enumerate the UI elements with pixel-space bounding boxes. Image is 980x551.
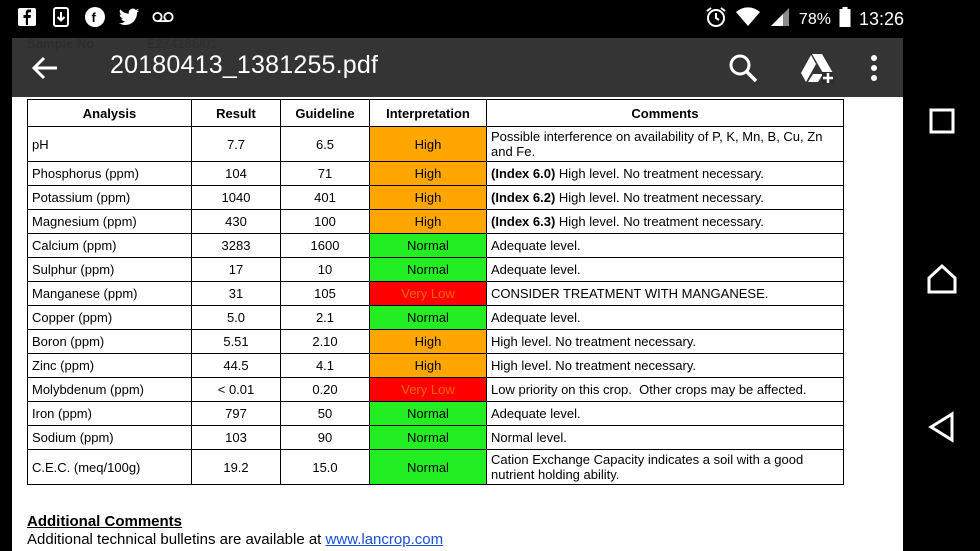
clock: 13:26 [858, 9, 904, 29]
interpretation-cell: Normal [370, 426, 487, 450]
guideline-cell: 6.5 [281, 127, 370, 162]
result-cell: 44.5 [192, 354, 281, 378]
notification-icons [16, 6, 174, 28]
document-title: 20180413_1381255.pdf [110, 51, 379, 79]
analysis-cell: Potassium (ppm) [28, 186, 192, 210]
analysis-cell: C.E.C. (meq/100g) [28, 450, 192, 485]
table-row [28, 330, 844, 354]
result-cell: 103 [192, 426, 281, 450]
analysis-cell: Molybdenum (ppm) [28, 378, 192, 402]
comment-text: Cation Exchange Capacity indicates a soil with a good nutrient holding ability. [491, 452, 807, 482]
interpretation-cell: High [370, 354, 487, 378]
comments-cell [487, 330, 844, 354]
result-cell: 17 [192, 258, 281, 282]
comment-text: High level. No treatment necessary. [555, 190, 764, 205]
guideline-cell: 15.0 [281, 450, 370, 485]
analysis-cell: Boron (ppm) [28, 330, 192, 354]
facebook-icon [16, 6, 38, 28]
comments-cell [487, 450, 844, 485]
header-analysis: Analysis [28, 100, 192, 127]
guideline-cell: 71 [281, 162, 370, 186]
comment-text: Adequate level. [491, 238, 581, 253]
comment-text: Normal level. [491, 430, 567, 445]
table-row [28, 354, 844, 378]
table-row [28, 162, 844, 186]
table-row [28, 282, 844, 306]
comments-cell [487, 234, 844, 258]
comments-cell [487, 258, 844, 282]
overflow-menu-icon[interactable] [868, 52, 900, 84]
comments-cell [487, 162, 844, 186]
status-bar [0, 0, 980, 38]
comments-cell [487, 210, 844, 234]
guideline-cell: 10 [281, 258, 370, 282]
guideline-cell: 0.20 [281, 378, 370, 402]
analysis-cell: Sodium (ppm) [28, 426, 192, 450]
comments-cell [487, 186, 844, 210]
comments-cell [487, 354, 844, 378]
table-row [28, 402, 844, 426]
comment-text: High level. No treatment necessary. [491, 334, 696, 349]
guideline-cell: 2.1 [281, 306, 370, 330]
additional-comments-title: Additional Comments [27, 513, 183, 530]
table-row [28, 306, 844, 330]
lancrop-link[interactable]: www.lancrop.com [325, 531, 444, 548]
table-row [28, 450, 844, 485]
guideline-cell: 1600 [281, 234, 370, 258]
interpretation-cell: Very Low [370, 378, 487, 402]
interpretation-cell: Normal [370, 402, 487, 426]
guideline-cell: 401 [281, 186, 370, 210]
interpretation-cell: Normal [370, 234, 487, 258]
interpretation-cell: Normal [370, 306, 487, 330]
interpretation-cell: Very Low [370, 282, 487, 306]
comment-text: High level. No treatment necessary. [555, 166, 764, 181]
interpretation-cell: High [370, 186, 487, 210]
app-bar [12, 38, 903, 97]
header-comments: Comments [487, 100, 844, 127]
system-indicators [705, 6, 904, 33]
battery-percent: 78% [798, 10, 831, 28]
result-cell: 797 [192, 402, 281, 426]
alarm-icon [705, 6, 727, 33]
svg-text:f: f [91, 10, 96, 25]
analysis-cell: Phosphorus (ppm) [28, 162, 192, 186]
table-row [28, 127, 844, 162]
comment-text: High level. No treatment necessary. [555, 214, 764, 229]
analysis-cell: Manganese (ppm) [28, 282, 192, 306]
table-row [28, 234, 844, 258]
comment-text: Possible interference on availability of P, K, Mn, B, Cu, Zn and Fe. [491, 129, 827, 159]
result-cell: < 0.01 [192, 378, 281, 402]
analysis-cell: Magnesium (ppm) [28, 210, 192, 234]
comment-text: Adequate level. [491, 262, 581, 277]
twitter-icon [118, 6, 140, 28]
back-arrow-icon[interactable] [30, 53, 60, 83]
comments-cell [487, 306, 844, 330]
analysis-cell: Calcium (ppm) [28, 234, 192, 258]
interpretation-cell: High [370, 162, 487, 186]
interpretation-cell: Normal [370, 258, 487, 282]
result-cell: 31 [192, 282, 281, 306]
recents-icon[interactable] [925, 104, 959, 138]
table-row [28, 210, 844, 234]
comment-text: CONSIDER TREATMENT WITH MANGANESE. [491, 286, 769, 301]
comments-cell [487, 426, 844, 450]
table-row [28, 378, 844, 402]
result-cell: 104 [192, 162, 281, 186]
comments-cell [487, 282, 844, 306]
result-cell: 5.0 [192, 306, 281, 330]
analysis-cell: Iron (ppm) [28, 402, 192, 426]
table-row [28, 426, 844, 450]
back-icon[interactable] [925, 410, 959, 444]
comment-text: Adequate level. [491, 406, 581, 421]
navigation-bar [903, 38, 980, 551]
analysis-cell: pH [28, 127, 192, 162]
interpretation-cell: High [370, 210, 487, 234]
comments-cell [487, 402, 844, 426]
search-icon[interactable] [727, 52, 759, 84]
guideline-cell: 50 [281, 402, 370, 426]
additional-comments-body: Additional technical bulletins are available at [27, 531, 326, 548]
additional-comments-text [27, 531, 443, 548]
comment-index: (Index 6.0) [491, 166, 556, 181]
interpretation-cell: High [370, 330, 487, 354]
result-cell: 3283 [192, 234, 281, 258]
result-cell: 19.2 [192, 450, 281, 485]
guideline-cell: 4.1 [281, 354, 370, 378]
table-header-row [28, 100, 844, 127]
wifi-icon [735, 7, 761, 32]
interpretation-cell: Normal [370, 450, 487, 485]
comment-index: (Index 6.2) [491, 190, 556, 205]
analysis-cell: Zinc (ppm) [28, 354, 192, 378]
analysis-cell: Sulphur (ppm) [28, 258, 192, 282]
guideline-cell: 105 [281, 282, 370, 306]
comment-text: Adequate level. [491, 310, 581, 325]
download-icon [50, 6, 72, 28]
f-icon [84, 6, 106, 28]
signal-icon [769, 7, 791, 32]
guideline-cell: 2.10 [281, 330, 370, 354]
home-icon[interactable] [925, 262, 959, 296]
guideline-cell: 90 [281, 426, 370, 450]
result-cell: 430 [192, 210, 281, 234]
comments-cell [487, 378, 844, 402]
comment-text: Low priority on this crop. Other crops may be affected. [491, 382, 807, 397]
comments-cell [487, 127, 844, 162]
voicemail-icon [152, 6, 174, 28]
comment-text: High level. No treatment necessary. [491, 358, 696, 373]
result-cell: 5.51 [192, 330, 281, 354]
drive-add-icon[interactable] [800, 52, 832, 84]
soil-analysis-table [27, 99, 844, 485]
analysis-cell: Copper (ppm) [28, 306, 192, 330]
result-cell: 7.7 [192, 127, 281, 162]
header-result: Result [192, 100, 281, 127]
header-guideline: Guideline [281, 100, 370, 127]
header-interpretation: Interpretation [370, 100, 487, 127]
table-row [28, 186, 844, 210]
result-cell: 1040 [192, 186, 281, 210]
battery-icon [839, 7, 851, 32]
interpretation-cell: High [370, 127, 487, 162]
table-row [28, 258, 844, 282]
guideline-cell: 100 [281, 210, 370, 234]
comment-index: (Index 6.3) [491, 214, 556, 229]
